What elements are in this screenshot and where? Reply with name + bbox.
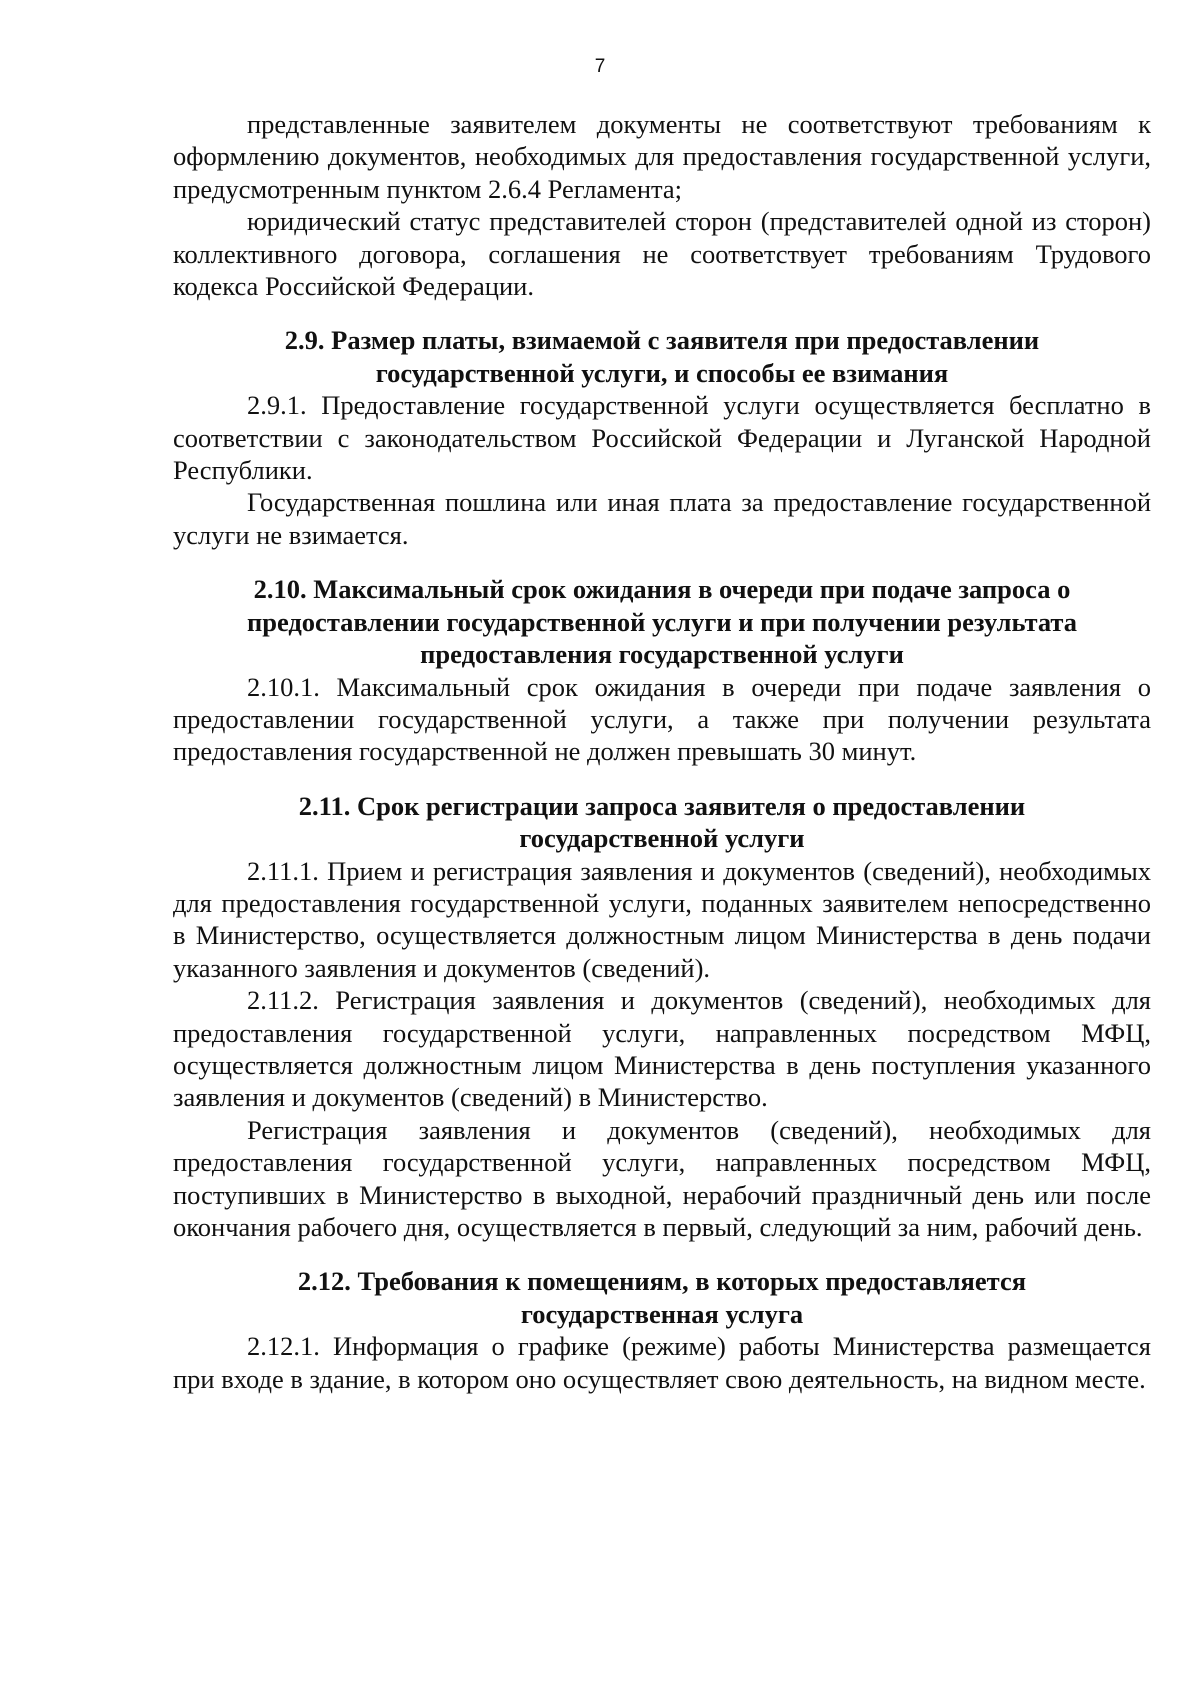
section-heading-2-11: 2.11. Срок регистрации запроса заявителя о предоставлении государственной услуги <box>298 790 1026 854</box>
paragraph: Государственная пошлина или иная плата за предоставление государственной услуги не взимается. <box>173 487 1151 550</box>
section-heading-2-10: 2.10. Максимальный срок ожидания в очереди при подаче запроса о предоставлении государственной услуги и при получении результата предоставления государственной услуги <box>246 574 1077 670</box>
section-heading-2-9: 2.9. Размер платы, взимаемой с заявителя при предоставлении государственной услуги, и способы ее взимания <box>284 325 1040 388</box>
paragraph: 2.12.1. Информация о графике (режиме) работы Министерства размещается при входе в здание, в котором оно осуществляет свою деятельность, на видном месте. <box>173 1331 1151 1394</box>
document-body <box>173 108 1151 1395</box>
paragraph: юридический статус представителей сторон (представителей одной из сторон) коллективного договора, соглашения не соответствует требованиям Трудового кодекса Российской Федерации. <box>173 206 1151 302</box>
paragraph: 2.9.1. Предоставление государственной услуги осуществляется бесплатно в соответствии с законодательством Российской Федерации и Луганской Народной Республики. <box>173 390 1151 486</box>
page-number: 7 <box>594 56 606 77</box>
paragraph: представленные заявителем документы не соответствуют требованиям к оформлению документов, необходимых для предоставления государственной услуги, предусмотренным пунктом 2.6.4 Регламента; <box>173 109 1151 204</box>
section-heading-2-12: 2.12. Требования к помещениям, в которых предоставляется государственная услуга <box>297 1266 1027 1329</box>
paragraph: 2.11.2. Регистрация заявления и документов (сведений), необходимых для предоставления государственной услуги, направленных посредством МФЦ, осуществляется должностным лицом Министерства в день поступления указанного заявления и документов (сведений) в Министерство. <box>173 985 1151 1113</box>
paragraph: Регистрация заявления и документов (сведений), необходимых для предоставления государственной услуги, направленных посредством МФЦ, поступивших в Министерство в выходной, нерабочий праздничный день или после окончания рабочего дня, осуществляется в первый, следующий за ним, рабочий день. <box>173 1114 1151 1242</box>
paragraph: 2.11.1. Прием и регистрация заявления и документов (сведений), необходимых для предоставления государственной услуги, поданных заявителем непосредственно в Министерство, осуществляется должностным лицом Министерства в день подачи указанного заявления и документов (сведений). <box>173 855 1151 983</box>
paragraph: 2.10.1. Максимальный срок ожидания в очереди при подаче заявления о предоставлении государственной услуги, а также при получении результата предоставления государственной не должен превышать 30 минут. <box>173 671 1151 767</box>
